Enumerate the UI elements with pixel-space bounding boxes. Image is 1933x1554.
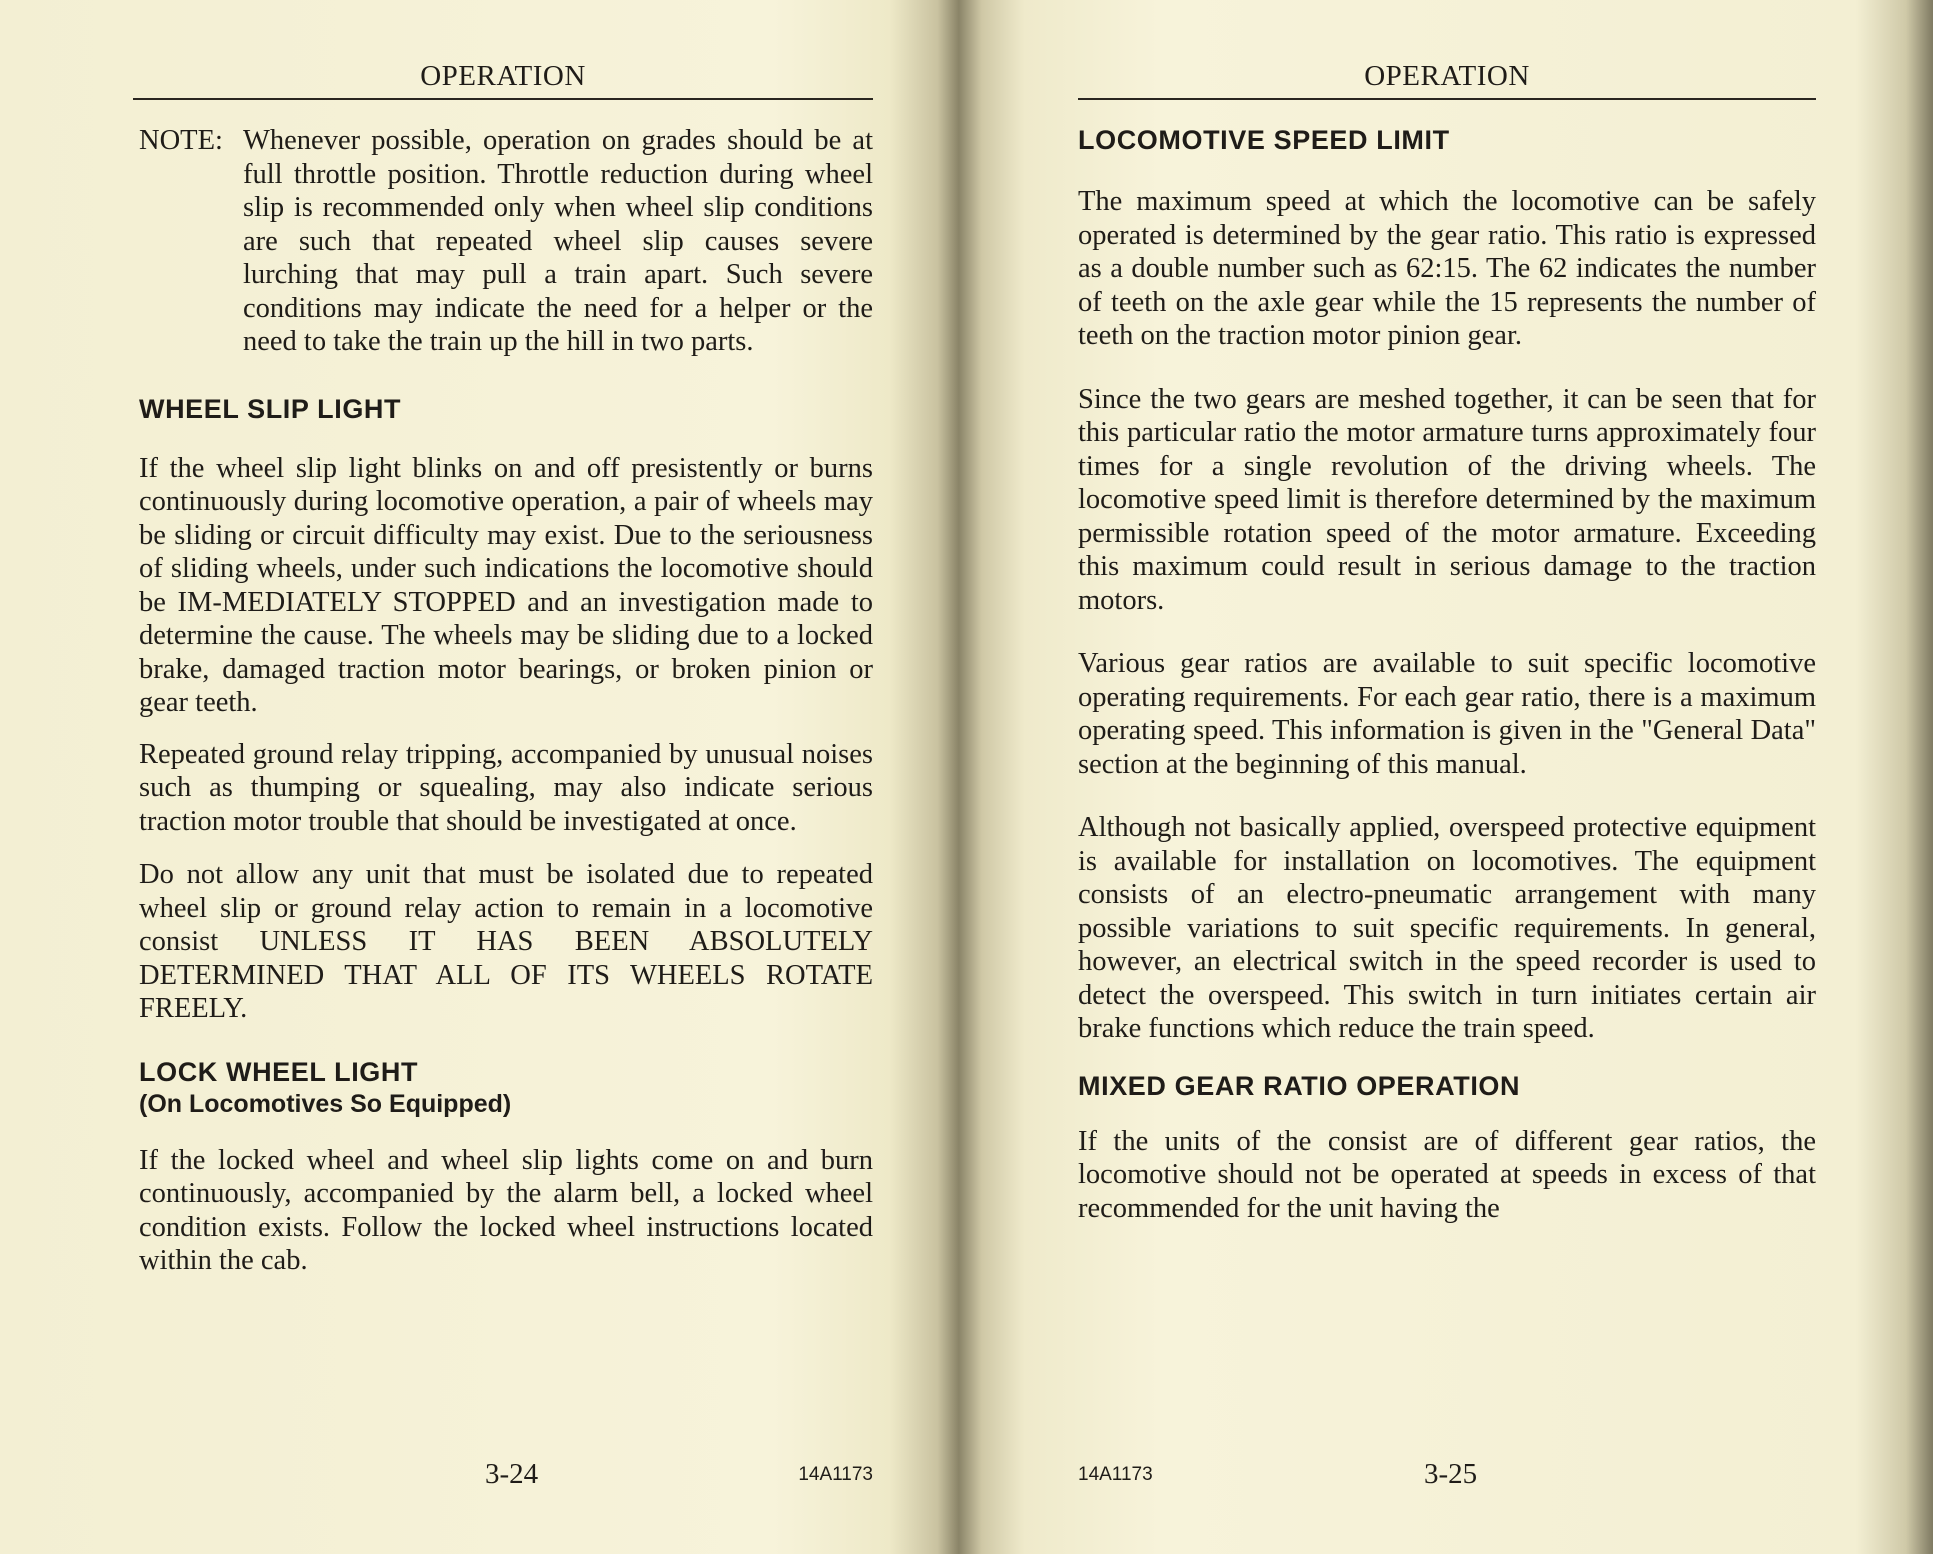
right-page: [1078, 0, 1816, 1554]
page-body: [1078, 124, 1816, 1225]
page-number: 3-25: [1424, 1458, 1478, 1490]
section-heading-lock-wheel: LOCK WHEEL LIGHT: [139, 1056, 419, 1087]
section-subheading: (On Locomotives So Equipped): [139, 1089, 512, 1118]
paragraph: The maximum speed at which the locomotive can be safely operated is determined by the gear ratio. This ratio is expressed as a double number such as 62:15. The 62 indicates the number of teeth on the axle gear while the 15 represents the number of teeth on the traction motor pinion gear.: [1078, 186, 1816, 351]
header-rule: [133, 98, 873, 100]
paragraph: If the wheel slip light blinks on and off presistently or burns continuously during locomotive operation, a pair of wheels may be sliding or circuit difficulty may exist. Due to the seriousness of sliding wheels, under such indications the locomotive should be IM-MEDIATELY STOPPED and an investigation made to determine the cause. The wheels may be sliding due to a locked brake, damaged traction motor bearings, or broken pinion or gear teeth.: [139, 452, 873, 718]
paragraph: Various gear ratios are available to suit specific locomotive operating requirements. For each gear ratio, there is a maximum operating speed. This information is given in the "General Data" section at the beginning of this manual.: [1078, 648, 1816, 780]
paragraph: Repeated ground relay tripping, accompanied by unusual noises such as thumping or squealing, may also indicate serious traction motor trouble that should be investigated at once.: [139, 738, 873, 837]
header-rule: [1078, 98, 1816, 100]
document-number: 14A1173: [1078, 1464, 1153, 1485]
paragraph: Since the two gears are meshed together, it can be seen that for this particular ratio the motor armature turns approximately four times for a single revolution of the driving wheels. The locomotive speed limit is therefore determined by the maximum permissible rotation speed of the motor armature. Exceeding this maximum could result in serious damage to the traction motors.: [1078, 383, 1816, 616]
page-body: [139, 124, 873, 1278]
document-number: 14A1173: [798, 1464, 873, 1485]
section-heading-mixed-gear: MIXED GEAR RATIO OPERATION: [1078, 1070, 1521, 1101]
note-label: NOTE:: [139, 125, 223, 156]
page-number: 3-24: [485, 1458, 539, 1490]
note-block: [139, 124, 873, 359]
paragraph: Although not basically applied, overspeed protective equipment is available for installation on locomotives. The equipment consists of an electro-pneumatic arrangement with many possible variations to suit specific requirements. In general, however, an electrical switch in the speed recorder is used to detect the overspeed. This switch in turn initiates certain air brake functions which reduce the train speed.: [1078, 812, 1816, 1044]
page-footer: [1078, 1458, 1816, 1494]
page-footer: [133, 1458, 873, 1494]
paragraph: Do not allow any unit that must be isolated due to repeated wheel slip or ground relay action to remain in a locomotive consist UNLESS IT HAS BEEN ABSOLUTELY DETERMINED THAT ALL OF ITS WHEELS ROTATE FREELY.: [139, 859, 873, 1024]
section-heading-speed-limit: LOCOMOTIVE SPEED LIMIT: [1078, 125, 1450, 155]
paragraph: If the units of the consist are of different gear ratios, the locomotive should not be operated at speeds in excess of that recommended for the unit having the: [1078, 1125, 1816, 1224]
paragraph: If the locked wheel and wheel slip lights come on and burn continuously, accompanied by the alarm bell, a locked wheel condition exists. Follow the locked wheel instructions located within the cab.: [139, 1144, 873, 1276]
section-heading-wheel-slip: WHEEL SLIP LIGHT: [139, 393, 402, 424]
left-page: [133, 0, 873, 1554]
running-head: OPERATION: [420, 60, 586, 92]
note-text: Whenever possible, operation on grades should be at full throttle position. Throttle reduction during wheel slip is recommended only when wheel slip conditions are such that repeated wheel slip causes severe lurching that may pull a train apart. Such severe conditions may indicate the need for a helper or the need to take the train up the hill in two parts.: [243, 125, 873, 357]
running-head: OPERATION: [1364, 60, 1530, 92]
